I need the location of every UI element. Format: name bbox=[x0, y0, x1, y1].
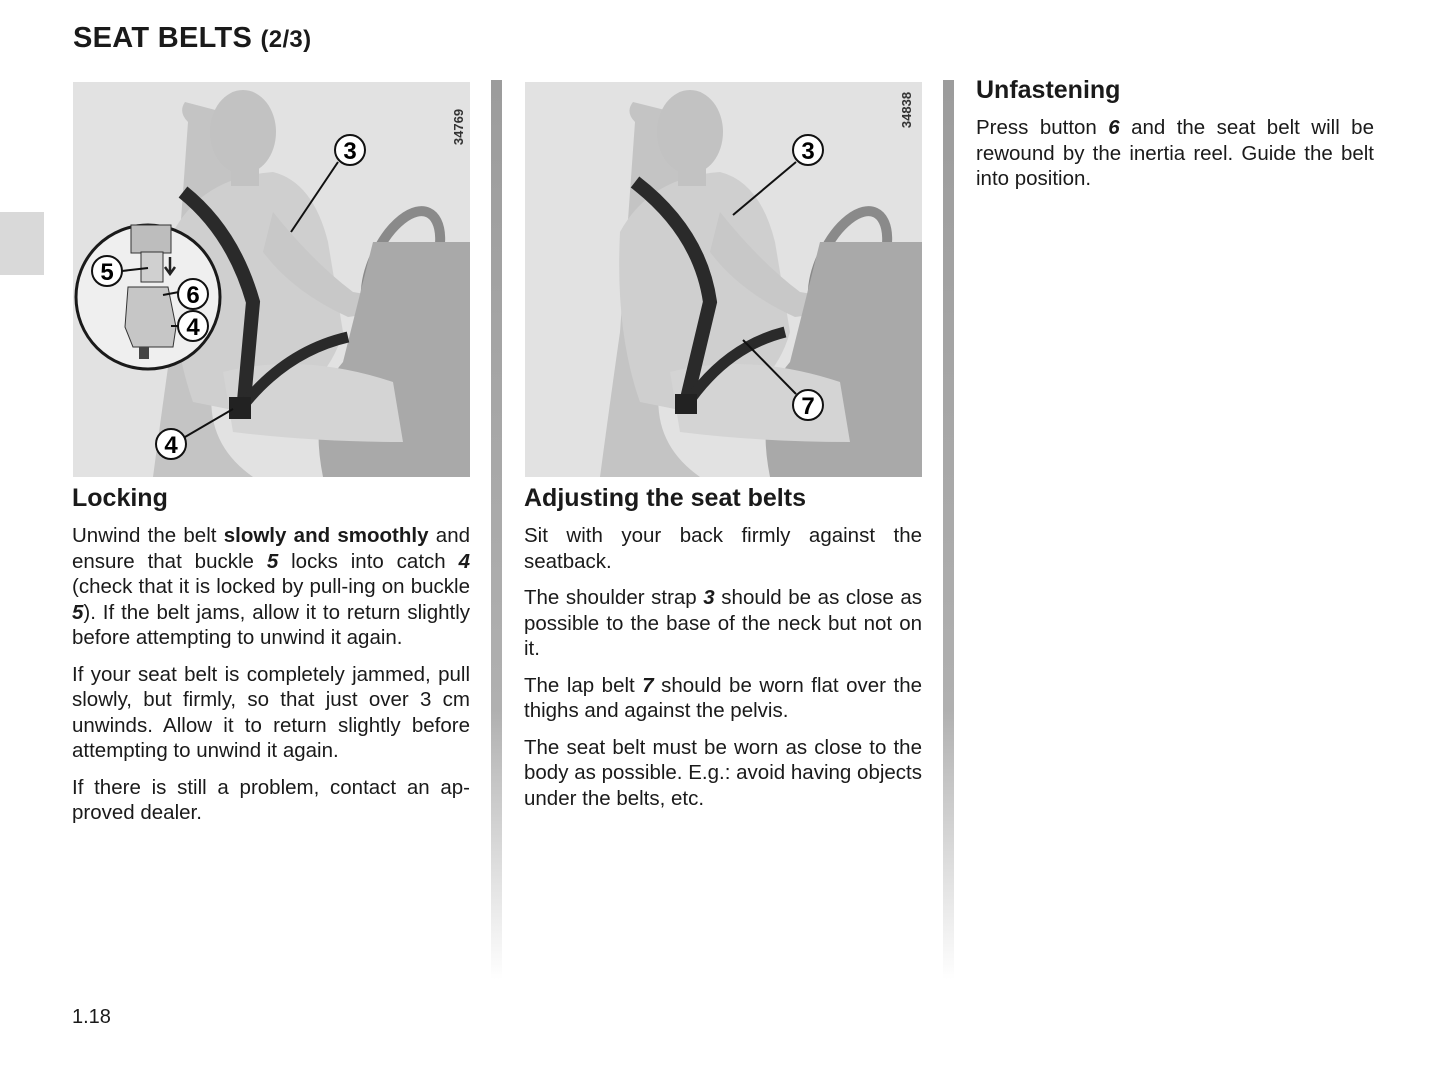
svg-text:4: 4 bbox=[164, 432, 178, 459]
page-title bbox=[73, 22, 311, 55]
adjusting-paragraph-1: Sit with your back firmly against the seatback. bbox=[524, 524, 922, 573]
seat-belt-adjusting-illustration bbox=[525, 82, 922, 477]
adjusting-paragraph-3: The lap belt 7 should be worn flat over the thighs and against the pelvis. bbox=[524, 673, 922, 722]
callout-6 bbox=[178, 279, 208, 309]
callout-7 bbox=[793, 390, 823, 420]
page-title-main: SEAT BELTS bbox=[73, 22, 253, 54]
svg-text:3: 3 bbox=[801, 138, 815, 165]
locking-paragraph-2: If your seat belt is completely jammed, pull slowly, but firmly, so that just over 3 cm unwinds. Allow it to return slightly before attempting to unwind it again. bbox=[72, 662, 470, 762]
svg-text:5: 5 bbox=[100, 259, 114, 286]
locking-heading: Locking bbox=[72, 484, 168, 512]
figure-adjusting bbox=[525, 82, 922, 477]
callout-4 bbox=[156, 429, 186, 459]
page-title-part: (2/3) bbox=[260, 26, 312, 53]
unfastening-paragraph-1: Press button 6 and the seat belt will be rewound by the inertia reel. Guide the belt into position. bbox=[976, 116, 1374, 190]
column-divider bbox=[943, 80, 954, 980]
callout-4 bbox=[178, 311, 208, 341]
page-number: 1.18 bbox=[72, 1006, 111, 1028]
seat-belt-locking-illustration bbox=[73, 82, 470, 477]
callout-3 bbox=[335, 135, 365, 165]
figure-code: 34838 bbox=[899, 91, 914, 129]
callout-5 bbox=[92, 256, 122, 286]
section-locking bbox=[72, 484, 470, 837]
figure-locking bbox=[73, 82, 470, 477]
section-adjusting bbox=[524, 484, 922, 822]
section-unfastening bbox=[976, 76, 1374, 203]
svg-text:7: 7 bbox=[801, 393, 815, 420]
unfastening-heading: Unfastening bbox=[976, 76, 1121, 104]
adjusting-heading: Adjusting the seat belts bbox=[524, 484, 806, 512]
locking-paragraph-3: If there is still a problem, contact an ap-proved dealer. bbox=[72, 775, 470, 824]
svg-text:3: 3 bbox=[343, 138, 357, 165]
locking-paragraph-1: Unwind the belt slowly and smoothly and ensure that buckle 5 locks into catch 4 (check that it is locked by pull-ing on buckle 5). If the belt jams, allow it to return slightly before attempting to unwind it again. bbox=[72, 524, 470, 649]
svg-text:6: 6 bbox=[186, 282, 200, 309]
callout-3 bbox=[793, 135, 823, 165]
column-divider bbox=[491, 80, 502, 980]
adjusting-paragraph-4: The seat belt must be worn as close to the body as possible. E.g.: avoid having objects under the belts, etc. bbox=[524, 735, 922, 810]
section-tab bbox=[0, 212, 44, 275]
svg-text:4: 4 bbox=[186, 314, 200, 341]
adjusting-paragraph-2: The shoulder strap 3 should be as close as possible to the base of the neck but not on it. bbox=[524, 586, 922, 660]
figure-code: 34769 bbox=[451, 108, 466, 146]
